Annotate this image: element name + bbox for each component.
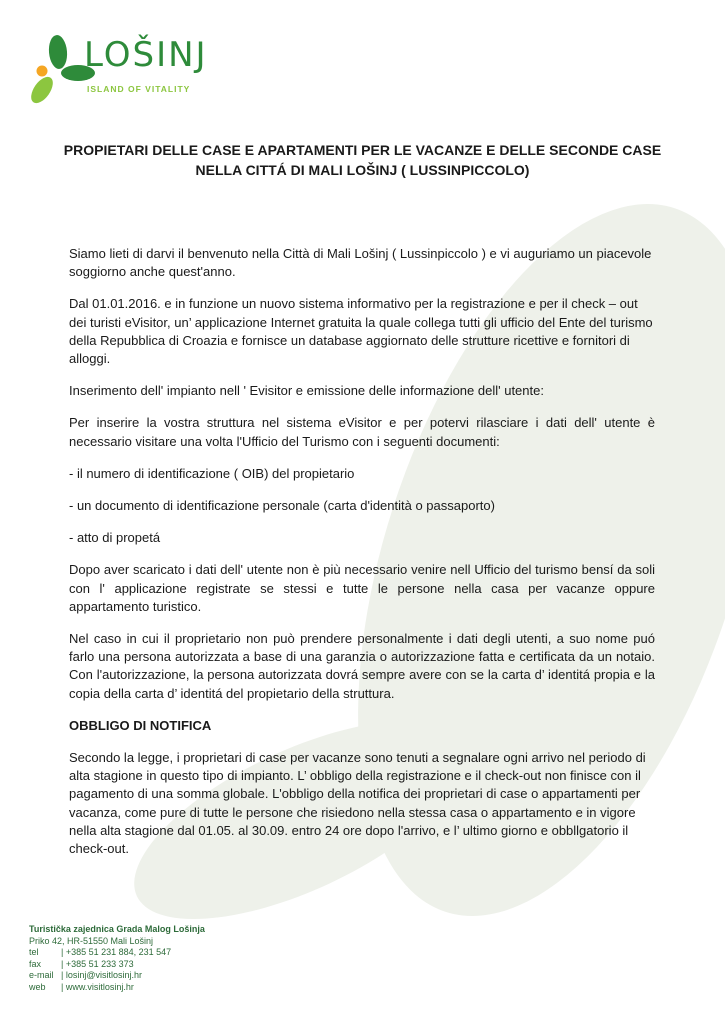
paragraph-welcome: Siamo lieti di darvi il benvenuto nella Città di Mali Lošinj ( Lussinpiccolo ) e vi auguriamo un piacevole soggiorno anche quest'anno.	[69, 246, 652, 280]
footer-web-row	[29, 982, 205, 994]
paragraph-evisitor-intro: Dal 01.01.2016. e in funzione un nuovo sistema informativo per la registrazione e per il check – out dei turisti eVisitor, un’ applicazione Internet gratuita la quale collega tutti gli ufficio del Ente del turismo della Repubblica di Croazia e fornisce un database aggiornato delle strutture ricettive e fornitori di alloggi.	[69, 296, 653, 367]
title-line-1: PROPIETARI DELLE CASE E APARTAMENTI PER LE VACANZE E DELLE SECONDE CASE	[63, 142, 662, 158]
paragraph-notification-obligation: Secondo la legge, i proprietari di case per vacanze sono tenuti a segnalare ogni arrivo nel periodo di alta stagione in questo tipo di impianto. L’ obbligo della registrazione e il check-out non finisce con il pagamento di una somma globale. L'obbligo della notifica dei proprietari di case o appartamenti per vacanza, come pure di tutte le persone che risiedono nella stessa casa o appartamento e in vigore nella alta stagione dal 01.05. al 30.09. entro 24 ore dopo l'arrivo, e l’ ultimo giorno e obbllgatorio il check-out.	[69, 750, 646, 857]
section-heading-notification: OBBLIGO DI NOTIFICA	[69, 717, 212, 733]
paragraph-required-documents: Per inserire la vostra struttura nel sistema eVisitor e per potervi rilasciare i dati dell' utente è necessario visitare una volta l'Ufficio del Turismo con i seguenti documenti:	[69, 415, 655, 449]
list-item-oib: - il numero di identificazione ( OIB) del propietario	[69, 465, 355, 481]
footer-email-row	[29, 970, 205, 982]
paragraph-self-registration: Dopo aver scaricato i dati dell' utente non è più necessario venire nell Ufficio del turismo bensí da soli con l' applicazione registrate se stessi e tutte le persone nella casa per vacanze oppure appartamento turistico.	[69, 562, 655, 614]
footer-address: Priko 42, HR-51550 Mali Lošinj	[29, 935, 154, 946]
footer-tel-label: tel	[29, 947, 39, 957]
footer-tel-value: | +385 51 231 884, 231 547	[61, 947, 172, 957]
footer-fax-label: fax	[29, 958, 42, 969]
footer-tel-row	[29, 947, 205, 959]
list-item-property-deed: - atto di propetá	[69, 530, 161, 546]
footer-fax-value: | +385 51 233 373	[61, 958, 134, 969]
list-item-id-document: - un documento di identificazione personale (carta d'identità o passaporto)	[69, 498, 495, 514]
logo-wordmark: LOŠINJ	[84, 35, 208, 75]
footer-email-value[interactable]: | losinj@visitlosinj.hr	[61, 970, 142, 980]
footer-fax-row	[29, 959, 205, 971]
logo-tagline: ISLAND OF VITALITY	[87, 84, 191, 94]
footer-web-value[interactable]: | www.visitlosinj.hr	[61, 981, 134, 992]
page-title	[40, 140, 685, 180]
paragraph-insertion-heading: Inserimento dell' impianto nell ' Evisitor e emissione delle informazione dell' utente:	[69, 383, 544, 399]
footer-email-label: e-mail	[29, 970, 54, 980]
title-line-2: NELLA CITTÁ DI MALI LOŠINJ ( LUSSINPICCOLO)	[195, 162, 530, 178]
footer-organization: Turistička zajednica Grada Malog Lošinja	[29, 924, 205, 934]
document-body	[69, 245, 655, 872]
paragraph-authorized-person: Nel caso in cui il proprietario non può prendere personalmente i dati degli utenti, a suo nome puó farlo una persona autorizzata a base di una garanzia o autorizzazione fatta e certificata da un notaio. Con l'autorizzazione, la persona autorizzata dovrá sempre avere con se la carta d’ identitá propia e la copia della carta d’ identitá del propietario della struttura.	[69, 631, 655, 701]
footer-contact	[29, 924, 205, 993]
footer-web-label: web	[29, 981, 46, 992]
